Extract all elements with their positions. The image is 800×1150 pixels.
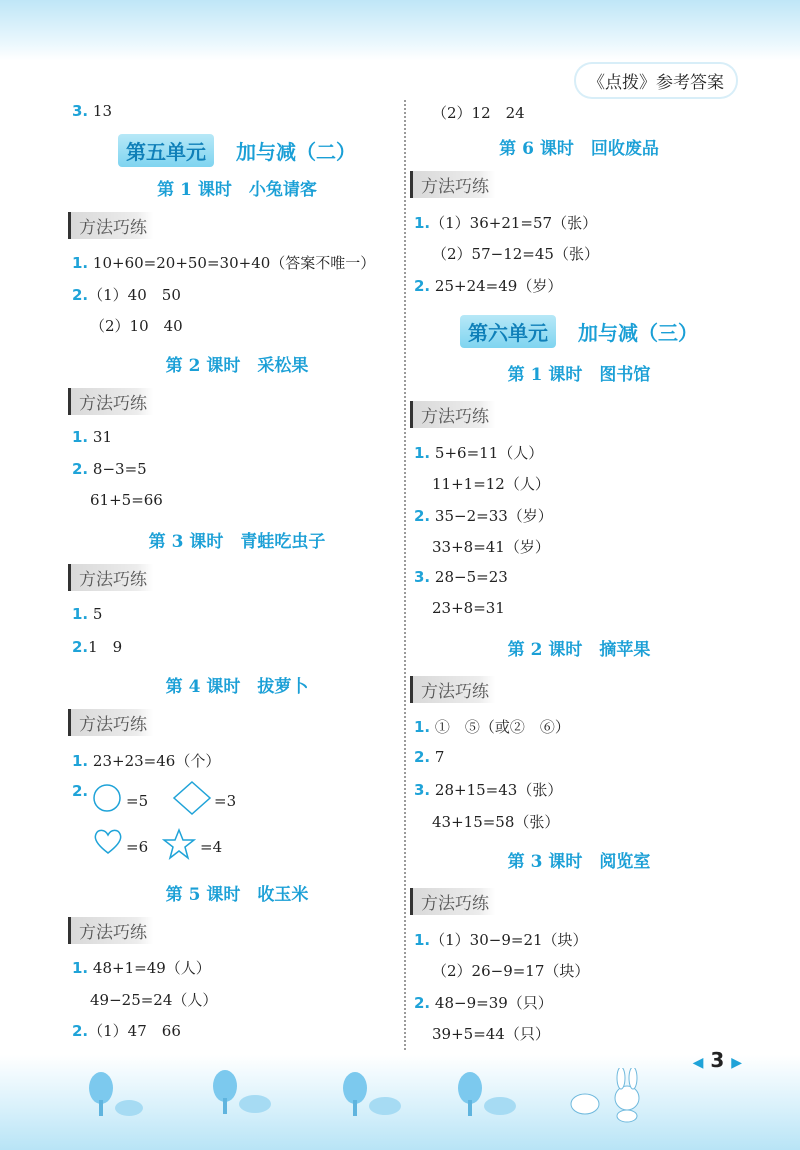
answer-line: 2.1 9 xyxy=(72,638,123,656)
diamond-icon xyxy=(172,780,212,816)
method-practice-label: 方法巧练 xyxy=(410,676,495,703)
right-column xyxy=(414,0,774,1150)
answer-line: 1. 23+23=46（个） xyxy=(72,752,221,770)
method-practice-label: 方法巧练 xyxy=(68,212,153,239)
unit-tag: 第六单元 xyxy=(460,315,556,348)
answer-line: 1. 48+1=49（人） xyxy=(72,959,211,977)
answer-line: （2）10 40 xyxy=(90,317,183,335)
tree-icon xyxy=(335,1070,405,1120)
answer-line: 1. ① ⑤（或② ⑥） xyxy=(414,718,570,736)
answer-line: 49−25=24（人） xyxy=(90,991,218,1009)
answer-line: 2. 7 xyxy=(414,748,445,766)
method-practice-label: 方法巧练 xyxy=(68,917,153,944)
method-practice-label: 方法巧练 xyxy=(68,564,153,591)
answer-line: 1. 5+6=11（人） xyxy=(414,444,544,462)
answer-line: 43+15=58（张） xyxy=(432,813,560,831)
answer-line: 2. 8−3=5 xyxy=(72,460,147,478)
method-practice-label: 方法巧练 xyxy=(410,888,495,915)
heart-icon xyxy=(92,826,124,856)
answer-line: 2.（1）47 66 xyxy=(72,1022,181,1040)
circle-icon xyxy=(92,782,122,814)
answer-line: 61+5=66 xyxy=(90,491,163,509)
star-icon xyxy=(162,828,196,860)
answer-line: 11+1=12（人） xyxy=(432,475,550,493)
answer-line: 1. 5 xyxy=(72,605,103,623)
method-practice-label: 方法巧练 xyxy=(68,709,153,736)
lesson-heading: 第 1 课时 图书馆 xyxy=(507,365,651,385)
method-practice-label: 方法巧练 xyxy=(410,171,495,198)
lesson-heading: 第 3 课时 青蛙吃虫子 xyxy=(148,532,326,552)
answer-line: 23+8=31 xyxy=(432,599,505,617)
answer-line: 1. 31 xyxy=(72,428,113,446)
lesson-heading: 第 1 课时 小兔请客 xyxy=(157,180,317,200)
shape-answers: 2. =5 =3 =6 =4 xyxy=(72,782,372,862)
lesson-heading: 第 6 课时 回收废品 xyxy=(499,139,659,159)
lesson-heading: 第 2 课时 采松果 xyxy=(165,356,309,376)
lesson-heading: 第 2 课时 摘苹果 xyxy=(507,640,651,660)
tree-icon xyxy=(85,1070,145,1120)
answer-line: （2）57−12=45（张） xyxy=(432,245,599,263)
unit-tag: 第五单元 xyxy=(118,134,214,167)
unit-heading: 第五单元 加与减（二） xyxy=(72,134,402,167)
tree-icon xyxy=(205,1068,275,1118)
answer-line: 2. 48−9=39（只） xyxy=(414,994,553,1012)
header-title: 《点拨》参考答案 xyxy=(576,64,736,97)
answer-line: （2）26−9=17（块） xyxy=(432,962,590,980)
answer-line: （2）12 24 xyxy=(432,104,525,122)
lesson-heading: 第 4 课时 拔萝卜 xyxy=(165,677,309,697)
page-number: ◀ 3 ▶ xyxy=(692,1048,742,1072)
tree-icon xyxy=(450,1070,520,1120)
answer-line: 2.（1）40 50 xyxy=(72,286,181,304)
next-arrow-icon: ▶ xyxy=(731,1055,742,1071)
answer-line: 1.（1）30−9=21（块） xyxy=(414,931,588,949)
left-column xyxy=(72,0,432,1150)
answer-line: 2. 35−2=33（岁） xyxy=(414,507,553,525)
answer-line: 3. 28−5=23 xyxy=(414,568,508,586)
answer-line: 33+8=41（岁） xyxy=(432,538,550,556)
method-practice-label: 方法巧练 xyxy=(410,401,495,428)
lesson-heading: 第 3 课时 阅览室 xyxy=(507,852,651,872)
answer-line: 1.（1）36+21=57（张） xyxy=(414,214,598,232)
answer-line: 3. 13 xyxy=(72,102,113,120)
prev-arrow-icon: ◀ xyxy=(692,1055,704,1071)
answer-line: 39+5=44（只） xyxy=(432,1025,550,1043)
lesson-heading: 第 5 课时 收玉米 xyxy=(165,885,309,905)
unit-heading: 第六单元 加与减（三） xyxy=(414,315,744,348)
answer-line: 1. 10+60=20+50=30+40（答案不唯一） xyxy=(72,254,376,272)
answer-line: 3. 28+15=43（张） xyxy=(414,781,563,799)
bunny-mascot-icon xyxy=(565,1068,655,1123)
answer-line: 2. 25+24=49（岁） xyxy=(414,277,563,295)
method-practice-label: 方法巧练 xyxy=(68,388,153,415)
